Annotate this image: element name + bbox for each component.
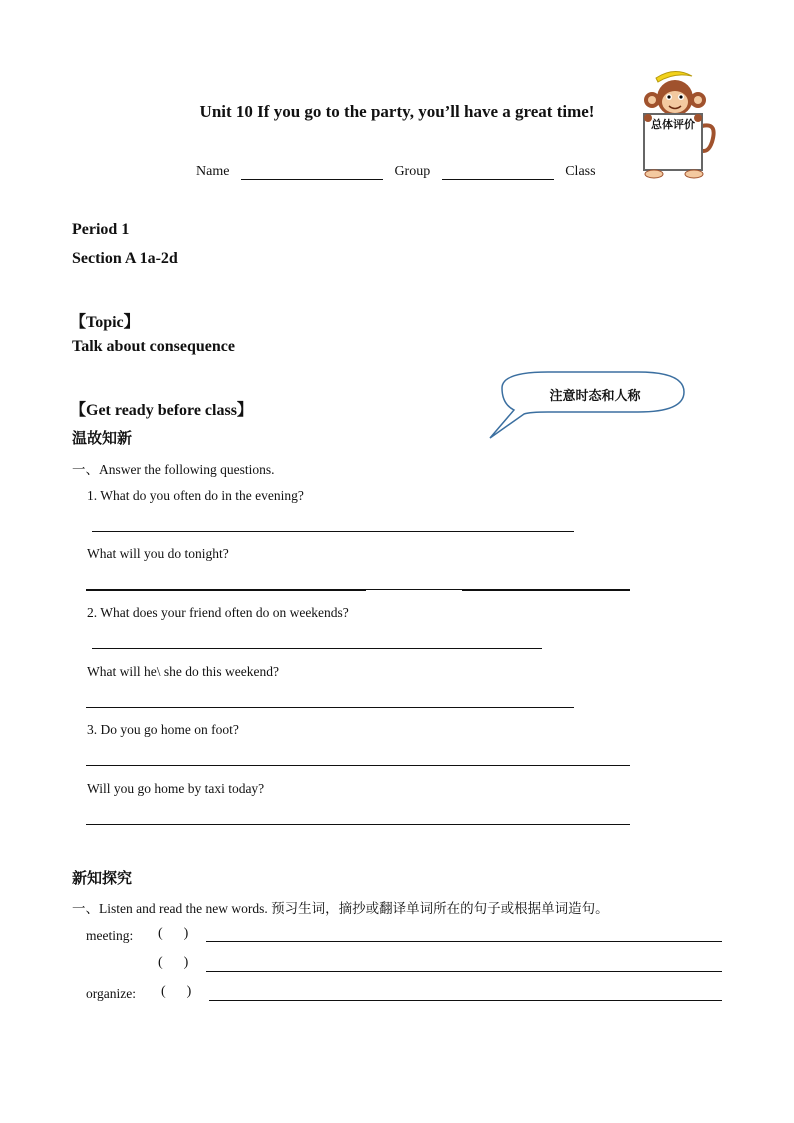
- vocab-line-3[interactable]: [209, 1000, 722, 1001]
- new-knowledge-heading: 新知探究: [72, 869, 133, 887]
- group-label: Group: [394, 164, 431, 179]
- review-heading: 温故知新: [72, 429, 133, 447]
- answer-line-2a[interactable]: [86, 589, 366, 591]
- answer-line-6[interactable]: [86, 824, 630, 825]
- group-field[interactable]: [442, 165, 554, 180]
- period-heading: Period 1: [72, 221, 130, 238]
- answer-line-5[interactable]: [86, 765, 630, 766]
- answer-line-3[interactable]: [92, 648, 542, 649]
- badge-label: 总体评价: [651, 118, 695, 131]
- words-intro: 一、Listen and read the new words. 预习生词，摘抄或翻译单词所在的句子或根据单词造句。: [72, 901, 609, 916]
- vocab-line-2[interactable]: [206, 971, 722, 972]
- question-3: 3. Do you go home on foot?: [87, 722, 239, 737]
- topic-text: Talk about consequence: [72, 338, 235, 355]
- name-group-class-bar: [196, 164, 596, 180]
- topic-heading: 【Topic】: [70, 314, 140, 331]
- name-label: Name: [196, 164, 230, 179]
- question-1: 1. What do you often do in the evening?: [87, 488, 304, 503]
- class-label: Class: [565, 164, 596, 179]
- vocab-word-meeting: meeting:: [86, 928, 134, 943]
- answer-line-1[interactable]: [92, 531, 574, 532]
- answer-line-4[interactable]: [86, 707, 574, 708]
- vocab-paren-3[interactable]: ( ): [161, 984, 192, 999]
- vocab-line-1[interactable]: [206, 941, 722, 942]
- section-heading: Section A 1a-2d: [72, 250, 178, 267]
- bubble-text: 注意时态和人称: [549, 389, 641, 404]
- question-2: 2. What does your friend often do on weekends?: [87, 605, 349, 620]
- vocab-paren-2[interactable]: ( ): [158, 955, 189, 970]
- question-1b: What will you do tonight?: [87, 546, 229, 561]
- answer-line-2b[interactable]: [366, 589, 462, 590]
- questions-intro: 一、Answer the following questions.: [72, 462, 275, 477]
- question-3b: Will you go home by taxi today?: [87, 781, 265, 796]
- page-title: Unit 10 If you go to the party, you’ll have a great time!: [199, 102, 595, 121]
- get-ready-heading: 【Get ready before class】: [70, 402, 253, 419]
- question-2b: What will he\ she do this weekend?: [87, 664, 279, 679]
- vocab-word-organize: organize:: [86, 986, 136, 1001]
- name-field[interactable]: [241, 165, 383, 180]
- speech-bubble-icon: [488, 368, 688, 442]
- answer-line-2c[interactable]: [462, 589, 630, 591]
- vocab-paren-1[interactable]: ( ): [158, 926, 189, 941]
